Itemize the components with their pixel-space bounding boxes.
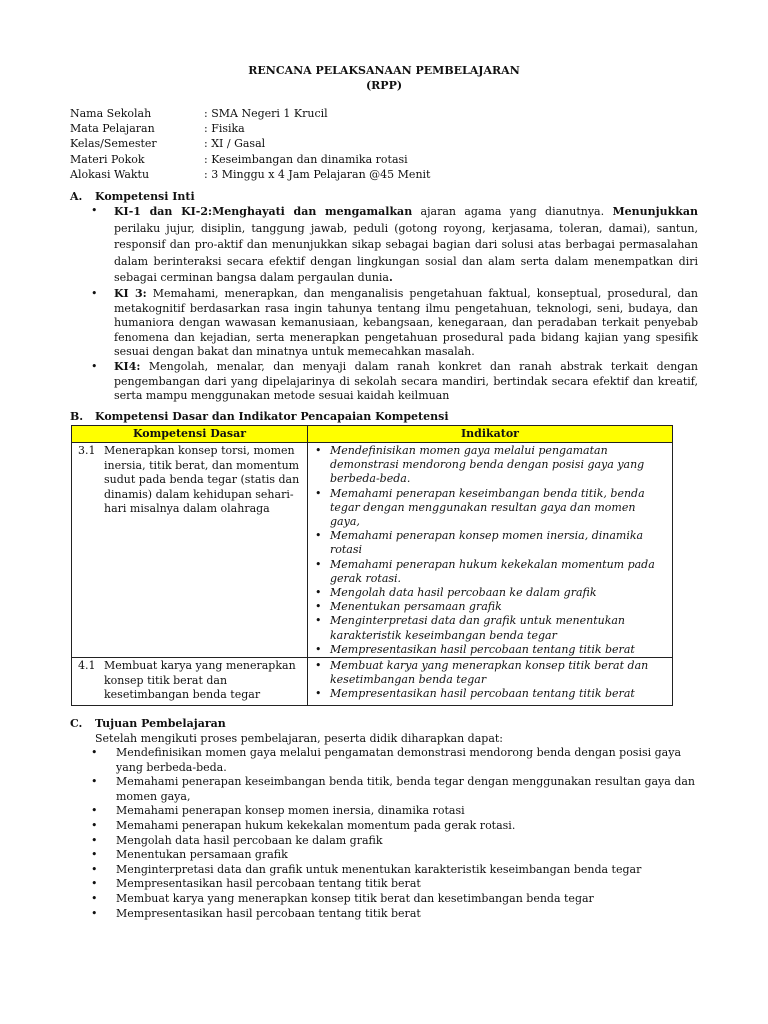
- indicator-item: [315, 643, 668, 657]
- list-item: [91, 907, 701, 922]
- list-item-text: Mengolah data hasil percobaan ke dalam grafik: [116, 833, 383, 847]
- meta-row-topic: [70, 152, 690, 167]
- list-item: [91, 863, 701, 878]
- section-title: Kompetensi Dasar dan Indikator Pencapaian Kompetensi: [95, 410, 449, 423]
- section-title: Kompetensi Inti: [95, 190, 195, 203]
- kd-cell: [72, 658, 308, 706]
- ki-body: Memahami, menerapkan, dan menganalisis pengetahuan faktual, konseptual, prosedural, dan metakognitif berdasarkan rasa ingin tahunya tentang ilmu pengetahuan, teknologi, seni, budaya, dan humaniora dengan wawasan kemanusiaan, kebangsaan, kenegaraan, dan peradaban terkait penyebab fenomena dan kejadian, serta menerapkan pengetahuan prosedural pada bidang kajian yang spesifik sesuai dengan bakat dan minatnya untuk memecahkan masalah.: [114, 286, 699, 359]
- kd-text: Menerapkan konsep torsi, momen inersia, titik berat, dan momentum sudut pada benda tegar (statis dan dinamis) dalam kehidupan sehari-hari misalnya dalam olahraga: [104, 444, 300, 516]
- meta-label: Nama Sekolah: [70, 107, 152, 120]
- bullet-icon: •: [91, 775, 98, 789]
- indicator-item: [315, 487, 668, 530]
- indicator-text: Mengolah data hasil percobaan ke dalam grafik: [330, 586, 597, 600]
- indicator-text: Menginterpretasi data dan grafik untuk menentukan karakteristik keseimbangan benda tegar: [330, 614, 626, 642]
- kompetensi-inti-list: [91, 205, 698, 404]
- list-item-text: Mempresentasikan hasil percobaan tentang titik berat: [116, 906, 421, 920]
- indicator-item: [315, 529, 668, 557]
- meta-row-school: [70, 106, 690, 121]
- list-item: [91, 746, 701, 775]
- section-letter: C.: [70, 717, 83, 730]
- meta-value: : 3 Minggu x 4 Jam Pelajaran @45 Menit: [204, 167, 431, 181]
- ki-label: KI 3:: [114, 286, 147, 300]
- tujuan-list: [91, 746, 701, 921]
- kompetensi-table: [71, 425, 673, 706]
- bullet-icon: •: [315, 687, 322, 701]
- list-item-text: Menginterpretasi data dan grafik untuk menentukan karakteristik keseimbangan benda tegar: [116, 862, 642, 876]
- section-b-heading: [70, 410, 449, 425]
- ki-item: [91, 360, 698, 404]
- list-item-text: Memahami penerapan keseimbangan benda titik, benda tegar dengan menggunakan resultan gaya dan momen gaya,: [116, 775, 696, 803]
- list-item-text: Menentukan persamaan grafik: [116, 848, 288, 862]
- bullet-icon: •: [91, 848, 98, 862]
- bullet-icon: •: [91, 891, 98, 905]
- ki-body: ajaran agama yang dianutnya.: [412, 205, 613, 218]
- indicator-text: Memahami penerapan keseimbangan benda titik, benda tegar dengan menggunakan resultan gaya dan momen gaya,: [330, 486, 645, 529]
- column-header-kd: Kompetensi Dasar: [72, 426, 308, 443]
- kd-number: 3.1: [78, 444, 96, 457]
- list-item: [91, 804, 701, 819]
- list-item: [91, 775, 701, 804]
- ki-label: KI4:: [114, 359, 141, 373]
- indicator-item: [315, 444, 668, 487]
- list-item-text: Mendefinisikan momen gaya melalui pengamatan demonstrasi mendorong benda dengan posisi gaya yang berbeda-beda.: [116, 746, 682, 774]
- indicator-item: [315, 659, 668, 687]
- indicator-text: Mempresentasikan hasil percobaan tentang titik berat: [330, 642, 635, 656]
- identity-block: [70, 106, 690, 182]
- bullet-icon: •: [315, 586, 322, 600]
- ki-item: [91, 204, 698, 287]
- document-title: RENCANA PELAKSANAAN PEMBELAJARAN: [248, 64, 520, 77]
- meta-value: : Fisika: [204, 122, 245, 136]
- ki-text: [114, 287, 698, 360]
- indicator-item: [315, 614, 668, 642]
- tujuan-intro: Setelah mengikuti proses pembelajaran, peserta didik diharapkan dapat:: [95, 732, 504, 745]
- bullet-icon: •: [91, 862, 98, 876]
- list-item: [91, 819, 701, 834]
- bullet-icon: •: [315, 557, 322, 571]
- meta-row-time: [70, 167, 690, 182]
- bullet-icon: •: [91, 804, 98, 818]
- list-item: [91, 877, 701, 892]
- kd-number: 4.1: [78, 659, 96, 673]
- bullet-icon: •: [91, 286, 98, 300]
- indicator-item: [315, 600, 668, 614]
- indicator-text: Mempresentasikan hasil percobaan tentang titik berat: [330, 687, 635, 701]
- list-item: [91, 892, 701, 907]
- section-letter: A.: [70, 190, 83, 203]
- bullet-icon: •: [91, 204, 98, 217]
- bullet-icon: •: [91, 359, 98, 373]
- ki-end: .: [388, 271, 393, 285]
- indicator-text: Memahami penerapan hukum kekekalan momentum pada gerak rotasi.: [330, 557, 655, 585]
- bullet-icon: •: [315, 600, 322, 614]
- bullet-icon: •: [91, 906, 98, 920]
- indicator-item: [315, 558, 668, 586]
- document-subtitle: (RPP): [365, 79, 403, 92]
- column-header-indikator: Indikator: [308, 426, 673, 443]
- section-letter: B.: [70, 410, 84, 423]
- list-item-text: Memahami penerapan konsep momen inersia, dinamika rotasi: [116, 804, 465, 818]
- meta-row-subject: [70, 121, 690, 136]
- indicator-cell: [308, 658, 673, 706]
- list-item: [91, 848, 701, 863]
- list-item-text: Membuat karya yang menerapkan konsep titik berat dan kesetimbangan benda tegar: [116, 891, 594, 905]
- ki-item: [91, 287, 698, 360]
- bullet-icon: •: [91, 818, 98, 832]
- ki-label: KI-1 dan KI-2:Menghayati dan mengamalkan: [114, 205, 413, 218]
- list-item-text: Memahami penerapan hukum kekekalan momentum pada gerak rotasi.: [116, 818, 516, 832]
- section-title: Tujuan Pembelajaran: [95, 717, 226, 730]
- kd-text: Membuat karya yang menerapkan konsep titik berat dan kesetimbangan benda tegar: [104, 659, 296, 702]
- meta-row-class: [70, 136, 690, 151]
- list-item-text: Mempresentasikan hasil percobaan tentang titik berat: [116, 877, 421, 891]
- meta-value: : SMA Negeri 1 Krucil: [204, 107, 328, 120]
- meta-label: Materi Pokok: [70, 152, 145, 166]
- indicator-text: Mendefinisikan momen gaya melalui pengamatan demonstrasi mendorong benda dengan posisi gaya yang berbeda-beda.: [330, 444, 645, 486]
- indicator-text: Memahami penerapan konsep momen inersia, dinamika rotasi: [330, 529, 644, 557]
- meta-value: : Keseimbangan dan dinamika rotasi: [204, 152, 408, 166]
- meta-label: Mata Pelajaran: [70, 122, 155, 136]
- ki-body: perilaku jujur, disiplin, tanggung jawab, peduli (gotong royong, kerjasama, toleran, damai), santun, responsif dan pro-aktif dan menunjukkan sikap sebagai bagian dari solusi atas berbagai permasalahan dalam berinteraksi secara efektif dengan lingkungan sosial dan alam serta dalam menempatkan diri sebagai cerminan bangsa dalam pergaulan dunia: [114, 221, 698, 285]
- indicator-cell: [308, 443, 673, 658]
- kd-cell: [72, 443, 308, 658]
- section-a-heading: [70, 190, 195, 205]
- ki-text: [114, 204, 698, 287]
- meta-label: Kelas/Semester: [70, 137, 157, 151]
- bullet-icon: •: [91, 833, 98, 847]
- indicator-text: Membuat karya yang menerapkan konsep titik berat dan kesetimbangan benda tegar: [330, 659, 649, 687]
- bullet-icon: •: [315, 444, 322, 457]
- meta-value: : XI / Gasal: [204, 137, 266, 151]
- table-row: [72, 443, 673, 658]
- ki-text: [114, 360, 698, 404]
- ki-body: Mengolah, menalar, dan menyaji dalam ranah konkret dan ranah abstrak terkait dengan pengembangan dari yang dipelajarinya di sekolah secara mandiri, bertindak secara efektif dan kreatif, serta mampu menggunakan metode sesuai kaidah keilmuan: [114, 359, 698, 403]
- ki-keyword: Menunjukkan: [612, 205, 698, 218]
- table-row: [72, 658, 673, 706]
- meta-label: Alokasi Waktu: [70, 167, 150, 181]
- bullet-icon: •: [315, 486, 322, 500]
- table-header-row: [72, 426, 673, 443]
- bullet-icon: •: [315, 529, 322, 543]
- indicator-text: Menentukan persamaan grafik: [330, 600, 502, 614]
- indicator-item: [315, 687, 668, 701]
- bullet-icon: •: [315, 642, 322, 656]
- list-item: [91, 834, 701, 849]
- section-c-heading: [70, 717, 226, 732]
- indicator-item: [315, 586, 668, 600]
- bullet-icon: •: [91, 746, 98, 759]
- bullet-icon: •: [91, 877, 98, 891]
- bullet-icon: •: [315, 659, 322, 673]
- bullet-icon: •: [315, 614, 322, 628]
